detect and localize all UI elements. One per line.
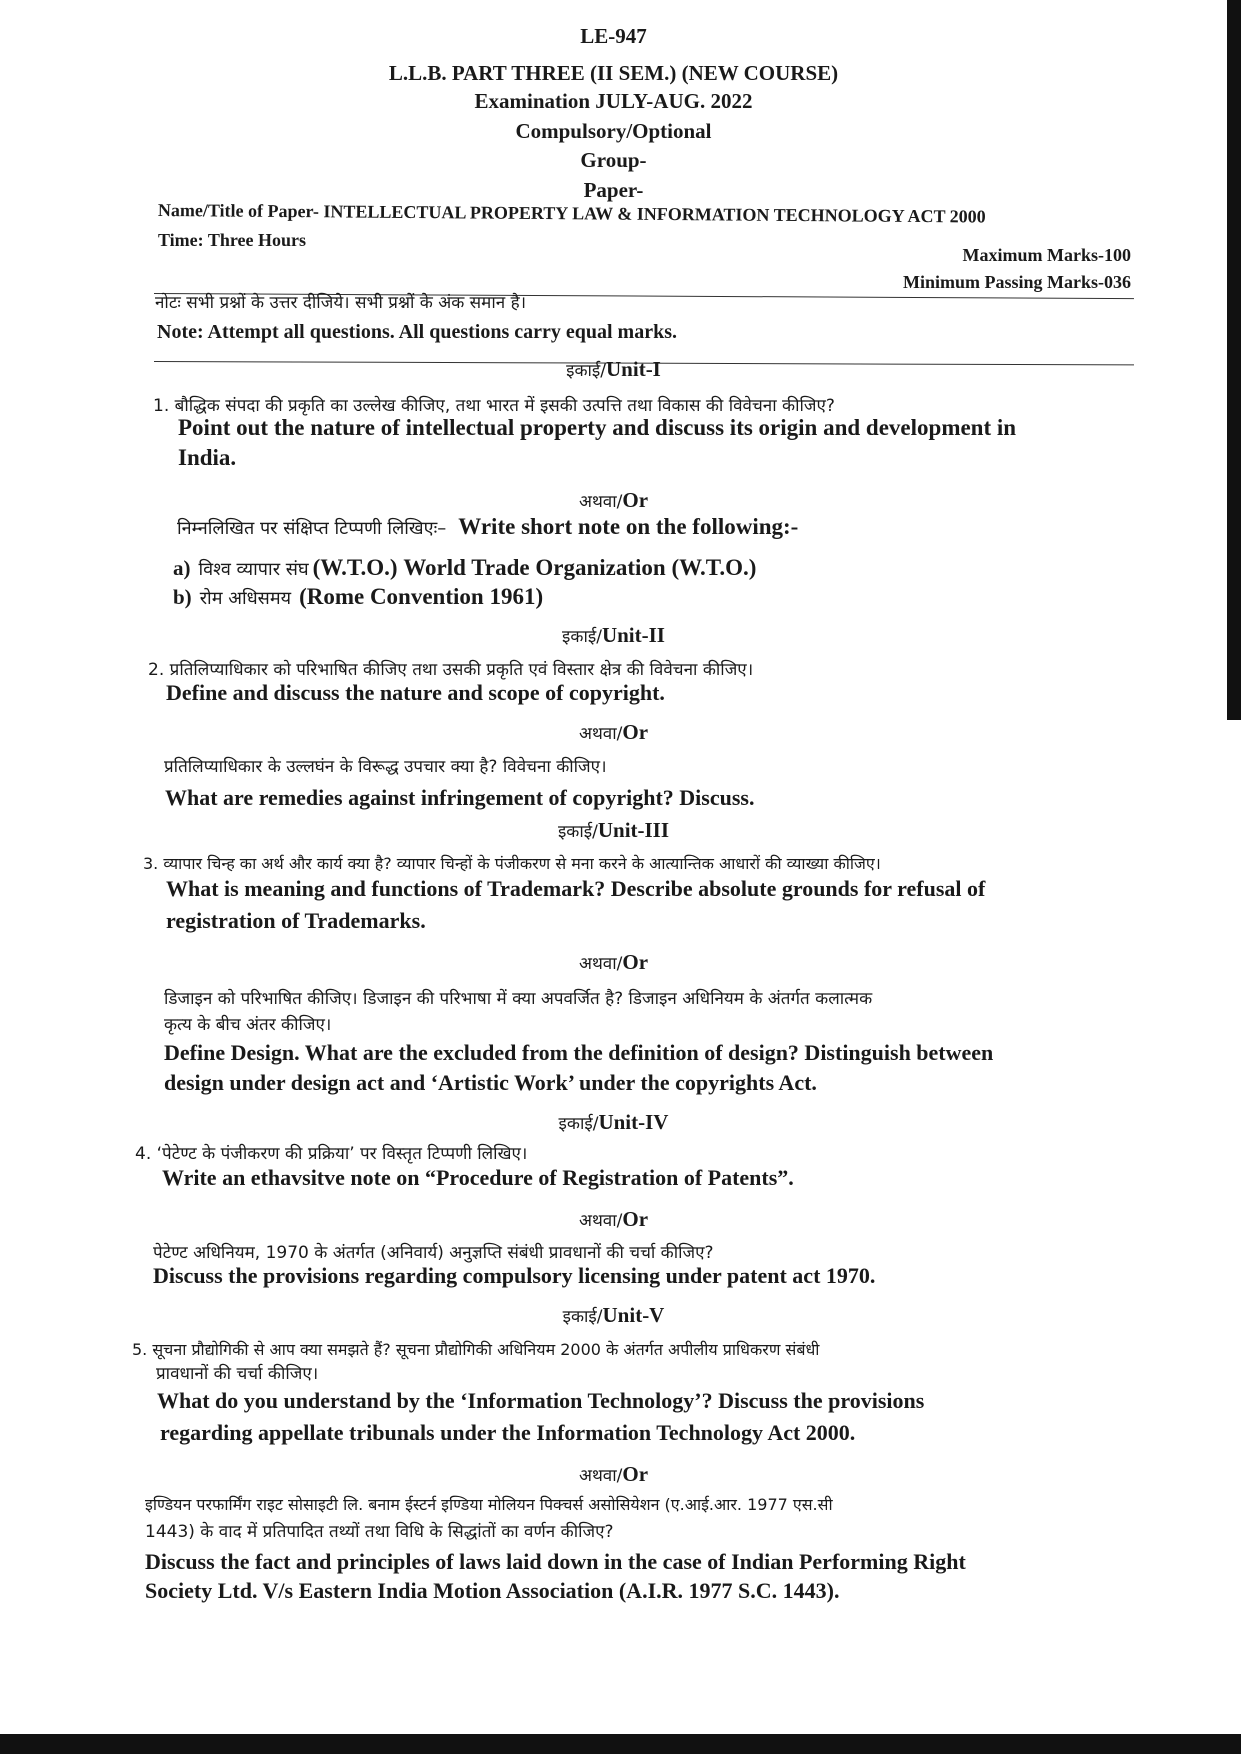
q3-alt-english-line-2: design under design act and ‘Artistic Work’ under the copyrights Act.: [164, 1070, 817, 1095]
q5-alt-english-line-1: Discuss the fact and principles of laws laid down in the case of Indian Performing Right: [145, 1549, 966, 1574]
q4-alt-english: Discuss the provisions regarding compulsory licensing under patent act 1970.: [153, 1263, 876, 1288]
q4-number: 4.: [135, 1144, 152, 1164]
q4-english: Write an ethavsitve note on “Procedure of Registration of Patents”.: [162, 1165, 794, 1190]
q2-number: 2.: [148, 660, 165, 680]
q5-number: 5.: [132, 1340, 148, 1359]
q5-hindi-line-2: प्रावधानों की चर्चा कीजिए।: [156, 1364, 319, 1384]
minimum-passing-marks: Minimum Passing Marks-036: [902, 272, 1131, 292]
unit-english: Unit-I: [606, 357, 661, 381]
q1-number: 1.: [153, 396, 170, 416]
or-divider-4: अथवा/Or: [578, 1207, 649, 1231]
q3-alt-hindi-line-2: कृत्य के बीच अंतर कीजिए।: [164, 1015, 332, 1035]
q1-english-line-2: India.: [178, 445, 237, 470]
paper-type: Compulsory/Optional: [515, 119, 712, 143]
q1-alt-instruction: निम्नलिखित पर संक्षिप्त टिप्पणी लिखिएः– Write short note on the following:-: [177, 514, 799, 539]
q3-alt-hindi-line-1: डिजाइन को परिभाषित कीजिए। डिजाइन की परिभाषा में क्या अपवर्जित है? डिजाइन अधिनियम के अंतर्गत कलात्मक: [164, 989, 873, 1009]
q2-hindi: 2. प्रतिलिप्याधिकार को परिभाषित कीजिए तथा उसकी प्रकृति एवं विस्तार क्षेत्र की विवेचना कीजिए।: [148, 660, 754, 680]
paper-code: LE-947: [580, 24, 647, 48]
q3-english-line-2: registration of Trademarks.: [166, 908, 426, 933]
scan-edge-bottom: [0, 1734, 1241, 1754]
unit-heading-3: इकाई/Unit-III: [557, 818, 670, 842]
or-divider-3: अथवा/Or: [578, 950, 649, 974]
note-english: Note: Attempt all questions. All questions carry equal marks.: [157, 321, 677, 343]
q1-alt-item-b: b) रोम अधिसमय (Rome Convention 1961): [173, 584, 544, 609]
paper-title: INTELLECTUAL PROPERTY LAW & INFORMATION TECHNOLOGY ACT 2000: [323, 201, 986, 227]
q3-hindi: 3. व्यापार चिन्ह का अर्थ और कार्य क्या है? व्यापार चिन्हों के पंजीकरण से मना करने के आत्यान्तिक आधारों की व्याख्या कीजिए।: [143, 854, 881, 873]
time-allowed: Time: Three Hours: [158, 230, 306, 250]
q3-alt-english-line-1: Define Design. What are the excluded from the definition of design? Distinguish between: [164, 1040, 994, 1065]
note-hindi: नोटः सभी प्रश्नों के उत्तर दीजिये। सभी प्रश्नों के अंक समान है।: [155, 293, 527, 313]
or-divider-1: अथवा/Or: [578, 488, 649, 512]
unit-heading-4: इकाई/Unit-IV: [558, 1110, 669, 1134]
group-label: Group-: [580, 148, 647, 172]
scan-edge-right: [1227, 0, 1241, 720]
q2-english: Define and discuss the nature and scope of copyright.: [166, 680, 665, 705]
paper-label: Paper-: [583, 178, 644, 202]
q1-english-line-1: Point out the nature of intellectual property and discuss its origin and development in: [178, 415, 1017, 440]
unit-hindi: इकाई/: [566, 361, 607, 381]
q1-alt-item-a: a) विश्व व्यापार संघ (W.T.O.) World Trade Organization (W.T.O.): [173, 555, 757, 580]
q5-alt-hindi-line-2: 1443) के वाद में प्रतिपादित तथ्यों तथा विधि के सिद्धांतों का वर्णन कीजिए?: [145, 1522, 614, 1542]
q5-english-line-1: What do you understand by the ‘Information Technology’? Discuss the provisions: [157, 1388, 925, 1413]
exam-session: Examination JULY-AUG. 2022: [474, 89, 753, 113]
q5-hindi-line-1: 5. सूचना प्रौद्योगिकी से आप क्या समझते हैं? सूचना प्रौद्योगिकी अधिनियम 2000 के अंतर्गत अपीलीय प्राधिकरण संबंधी: [132, 1340, 820, 1359]
q2-alt-hindi: प्रतिलिप्याधिकार के उल्लघंन के विरूद्ध उपचार क्या है? विवेचना कीजिए।: [164, 757, 607, 777]
q3-english-line-1: What is meaning and functions of Trademark? Describe absolute grounds for refusal of: [166, 876, 986, 901]
unit-heading-1: [0, 357, 1227, 382]
q4-alt-hindi: पेटेण्ट अधिनियम, 1970 के अंतर्गत (अनिवार्य) अनुज्ञप्ति संबंधी प्रावधानों की चर्चा कीजिए?: [153, 1243, 714, 1263]
maximum-marks: Maximum Marks-100: [962, 245, 1131, 265]
course-title: L.L.B. PART THREE (II SEM.) (NEW COURSE): [388, 61, 839, 85]
paper-title-line: [158, 200, 986, 228]
q5-alt-english-line-2: Society Ltd. V/s Eastern India Motion Association (A.I.R. 1977 S.C. 1443).: [145, 1578, 840, 1603]
or-divider-2: अथवा/Or: [578, 720, 649, 744]
q3-number: 3.: [143, 854, 159, 873]
paper-title-label: Name/Title of Paper-: [157, 200, 319, 222]
or-divider-5: अथवा/Or: [578, 1462, 649, 1486]
q5-english-line-2: regarding appellate tribunals under the Information Technology Act 2000.: [160, 1420, 856, 1445]
unit-heading-5: इकाई/Unit-V: [562, 1303, 665, 1327]
q5-alt-hindi-line-1: इण्डियन परफार्मिंग राइट सोसाइटी लि. बनाम ईस्टर्न इण्डिया मोलियन पिक्चर्स असोसियेशन (ए.आई.आर. 1977 एस.सी: [145, 1495, 833, 1514]
q2-alt-english: What are remedies against infringement of copyright? Discuss.: [165, 785, 755, 810]
q1-hindi: 1. बौद्धिक संपदा की प्रकृति का उल्लेख कीजिए, तथा भारत में इसकी उत्पत्ति तथा विकास की विवेचना कीजिए?: [153, 396, 835, 416]
unit-heading-2: इकाई/Unit-II: [562, 623, 665, 647]
q4-hindi: 4. ‘पेटेण्ट के पंजीकरण की प्रक्रिया’ पर विस्तृत टिप्पणी लिखिए।: [135, 1144, 528, 1164]
